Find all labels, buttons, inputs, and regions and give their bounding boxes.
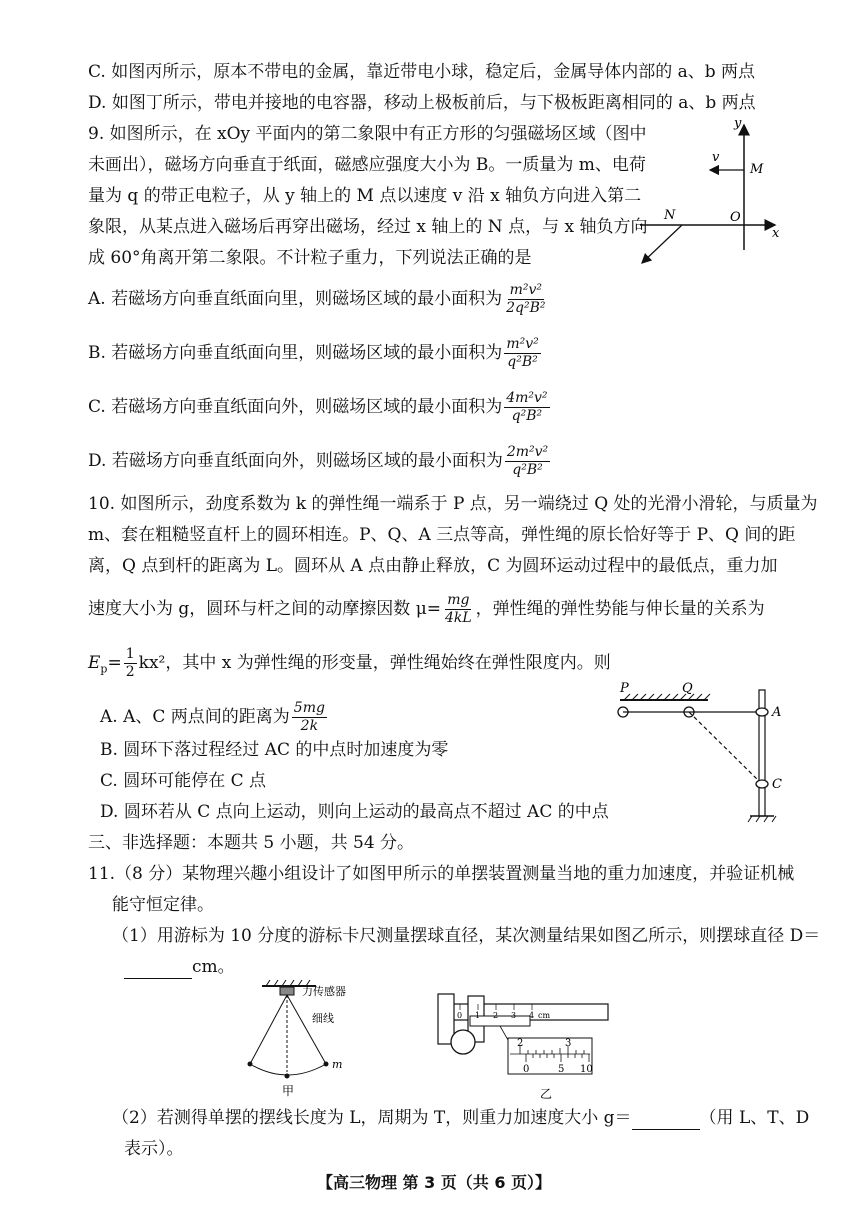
q9-option-d-fraction — [505, 444, 550, 479]
q10-line-5 — [88, 646, 611, 681]
q9-line-5: 成 60°角离开第二象限。不计粒子重力，下列说法正确的是 — [88, 248, 532, 268]
fig-label-c: C — [772, 777, 782, 792]
caption-jia: 甲 — [282, 1084, 295, 1098]
q9-option-c-text: C. 若磁场方向垂直纸面向外，则磁场区域的最小面积为 — [88, 397, 503, 417]
q11-part-2-hint: （用 L、T、D — [699, 1108, 810, 1128]
mu-fraction — [443, 592, 474, 627]
caption-yi: 乙 — [540, 1087, 553, 1101]
q10-line-2: m、套在粗糙竖直杆上的圆环相连。P、Q、A 三点等高，弹性绳的原长恰好等于 P、Q 间的距 — [88, 525, 796, 545]
label-force-sensor: 力传感器 — [302, 985, 346, 998]
fig-label-a: A — [772, 705, 782, 720]
q10-option-d[interactable]: D. 圆环若从 C 点向上运动，则向上运动的最高点不超过 AC 的中点 — [100, 802, 609, 822]
q9-option-c[interactable] — [88, 390, 552, 425]
frac-den: 2 — [125, 664, 135, 680]
q9-option-a-text: A. 若磁场方向垂直纸面向里，则磁场区域的最小面积为 — [88, 289, 503, 309]
q10-line-4 — [88, 592, 765, 627]
tick-2: 2 — [493, 1011, 499, 1020]
label-m: m — [332, 1058, 343, 1071]
fig-label-n: N — [664, 208, 676, 223]
q9-option-a[interactable] — [88, 282, 549, 317]
q9-option-b[interactable] — [88, 336, 543, 371]
ep-subscript: p — [100, 662, 108, 676]
zoom-tick-3: 3 — [565, 1038, 572, 1049]
frac-num: 2m²v² — [506, 444, 549, 460]
q9-option-a-fraction — [504, 282, 547, 317]
q10-line-1: 10. 如图所示，劲度系数为 k 的弹性绳一端系于 P 点，另一端绕过 Q 处的光滑小滑轮，与质量为 — [88, 494, 818, 514]
page-footer: 【高三物理 第 3 页（共 6 页）】 — [316, 1173, 552, 1192]
q10-line-5b: kx²，其中 x 为弹性绳的形变量，弹性绳始终在弹性限度内。则 — [138, 653, 611, 673]
figure-yi-caliper — [430, 990, 615, 1105]
exit-arrow — [642, 225, 682, 263]
vernier-5: 5 — [558, 1064, 565, 1075]
tick-3: 3 — [511, 1011, 517, 1020]
frac-num: 4m²v² — [506, 390, 548, 406]
frac-num: m²v² — [509, 282, 542, 298]
unit-cm: cm。 — [192, 957, 235, 977]
frac-den: q²B² — [507, 354, 538, 370]
fig-label-x: x — [772, 226, 780, 241]
q10-option-a-fraction — [292, 700, 327, 735]
ep-eq: = — [107, 653, 122, 673]
frac-den: 4kL — [444, 610, 472, 626]
answer-blank-d[interactable] — [124, 960, 192, 979]
q11-line-2: 能守恒定律。 — [112, 895, 214, 915]
q10-line-3: 离，Q 点到杆的距离为 L。圆环从 A 点由静止释放，C 为圆环运动过程中的最低点，重力加 — [88, 556, 778, 576]
q10-option-a[interactable] — [100, 700, 329, 735]
frac-den: q²B² — [512, 462, 543, 478]
q9-option-d-text: D. 若磁场方向垂直纸面向外，则磁场区域的最小面积为 — [88, 451, 503, 471]
frac-den: 2q²B² — [506, 300, 546, 316]
q9-figure — [630, 115, 790, 275]
q11-part-2 — [112, 1106, 809, 1130]
fig-label-y: y — [734, 116, 742, 131]
q11-part-2-end: 表示）。 — [124, 1139, 184, 1159]
pendulum-bob — [324, 1062, 329, 1067]
q9-line-4: 象限，从某点进入磁场后再穿出磁场，经过 x 轴上的 N 点，与 x 轴负方向 — [88, 217, 648, 237]
frac-den: q²B² — [511, 408, 543, 424]
section-3-title: 三、非选择题：本题共 5 小题，共 54 分。 — [88, 833, 415, 853]
q10-line-4a: 速度大小为 g，圆环与杆之间的动摩擦因数 μ= — [88, 599, 441, 619]
label-string: 细线 — [312, 1012, 334, 1025]
option-d-prev: D. 如图丁所示，带电并接地的电容器，移动上极板前后，与下极板距离相同的 a、b 两点 — [88, 93, 756, 113]
frac-den: 2k — [300, 718, 319, 734]
answer-blank-g[interactable] — [632, 1111, 700, 1130]
ep-symbol: E — [88, 653, 101, 673]
q10-option-a-text: A. A、C 两点间的距离为 — [100, 707, 290, 727]
tick-unit: cm — [538, 1011, 551, 1020]
q9-line-3: 量为 q 的带正电粒子，从 y 轴上的 M 点以速度 v 沿 x 轴负方向进入第二 — [88, 186, 642, 206]
fig-label-q: Q — [682, 681, 693, 696]
q9-option-b-fraction — [504, 336, 540, 371]
force-sensor — [280, 987, 294, 995]
q10-option-c[interactable]: C. 圆环可能停在 C 点 — [100, 771, 267, 791]
ring-a — [756, 708, 768, 716]
tick-1: 1 — [475, 1011, 481, 1020]
q9-option-b-text: B. 若磁场方向垂直纸面向里，则磁场区域的最小面积为 — [88, 343, 503, 363]
q11-part-1-answer — [124, 955, 235, 979]
q11-part-1: （1）用游标为 10 分度的游标卡尺测量摆球直径，某次测量结果如图乙所示，则摆球直径 D＝ — [112, 926, 821, 946]
vernier-10: 10 — [580, 1064, 593, 1075]
q9-option-c-fraction — [504, 390, 549, 425]
tick-0: 0 — [457, 1011, 463, 1020]
q11-part-2-text: （2）若测得单摆的摆线长度为 L，周期为 T，则重力加速度大小 g＝ — [112, 1108, 632, 1128]
frac-num: mg — [447, 592, 470, 608]
figure-jia-pendulum — [236, 978, 366, 1098]
q11-line-1: 11.（8 分）某物理兴趣小组设计了如图甲所示的单摆装置测量当地的重力加速度，并验证机械 — [88, 864, 795, 884]
fig-label-m: M — [750, 162, 764, 177]
q9-line-1: 9. 如图所示，在 xOy 平面内的第二象限中有正方形的匀强磁场区域（图中 — [88, 124, 647, 144]
fig-label-o: O — [730, 210, 741, 225]
q9-option-d[interactable] — [88, 444, 552, 479]
q9-line-2: 未画出），磁场方向垂直于纸面，磁感应强度大小为 B。一质量为 m、电荷 — [88, 155, 646, 175]
q10-figure — [612, 680, 802, 825]
fig-label-v: v — [712, 150, 720, 165]
option-c-prev: C. 如图丙所示，原本不带电的金属，靠近带电小球，稳定后，金属导体内部的 a、b 两点 — [88, 62, 756, 82]
q10-option-b[interactable]: B. 圆环下落过程经过 AC 的中点时加速度为零 — [100, 740, 449, 760]
frac-num: 5mg — [293, 700, 325, 716]
ball — [451, 1030, 475, 1054]
frac-num: m²v² — [506, 336, 539, 352]
vernier-0: 0 — [523, 1064, 530, 1075]
fig-label-p: P — [620, 681, 629, 696]
frac-num: 1 — [125, 646, 135, 662]
tick-4: 4 — [529, 1011, 535, 1020]
zoom-tick-2: 2 — [517, 1038, 524, 1049]
q10-line-4b: ，弹性绳的弹性势能与伸长量的关系为 — [475, 599, 765, 619]
half-fraction — [124, 646, 137, 681]
ring-c — [756, 780, 768, 788]
